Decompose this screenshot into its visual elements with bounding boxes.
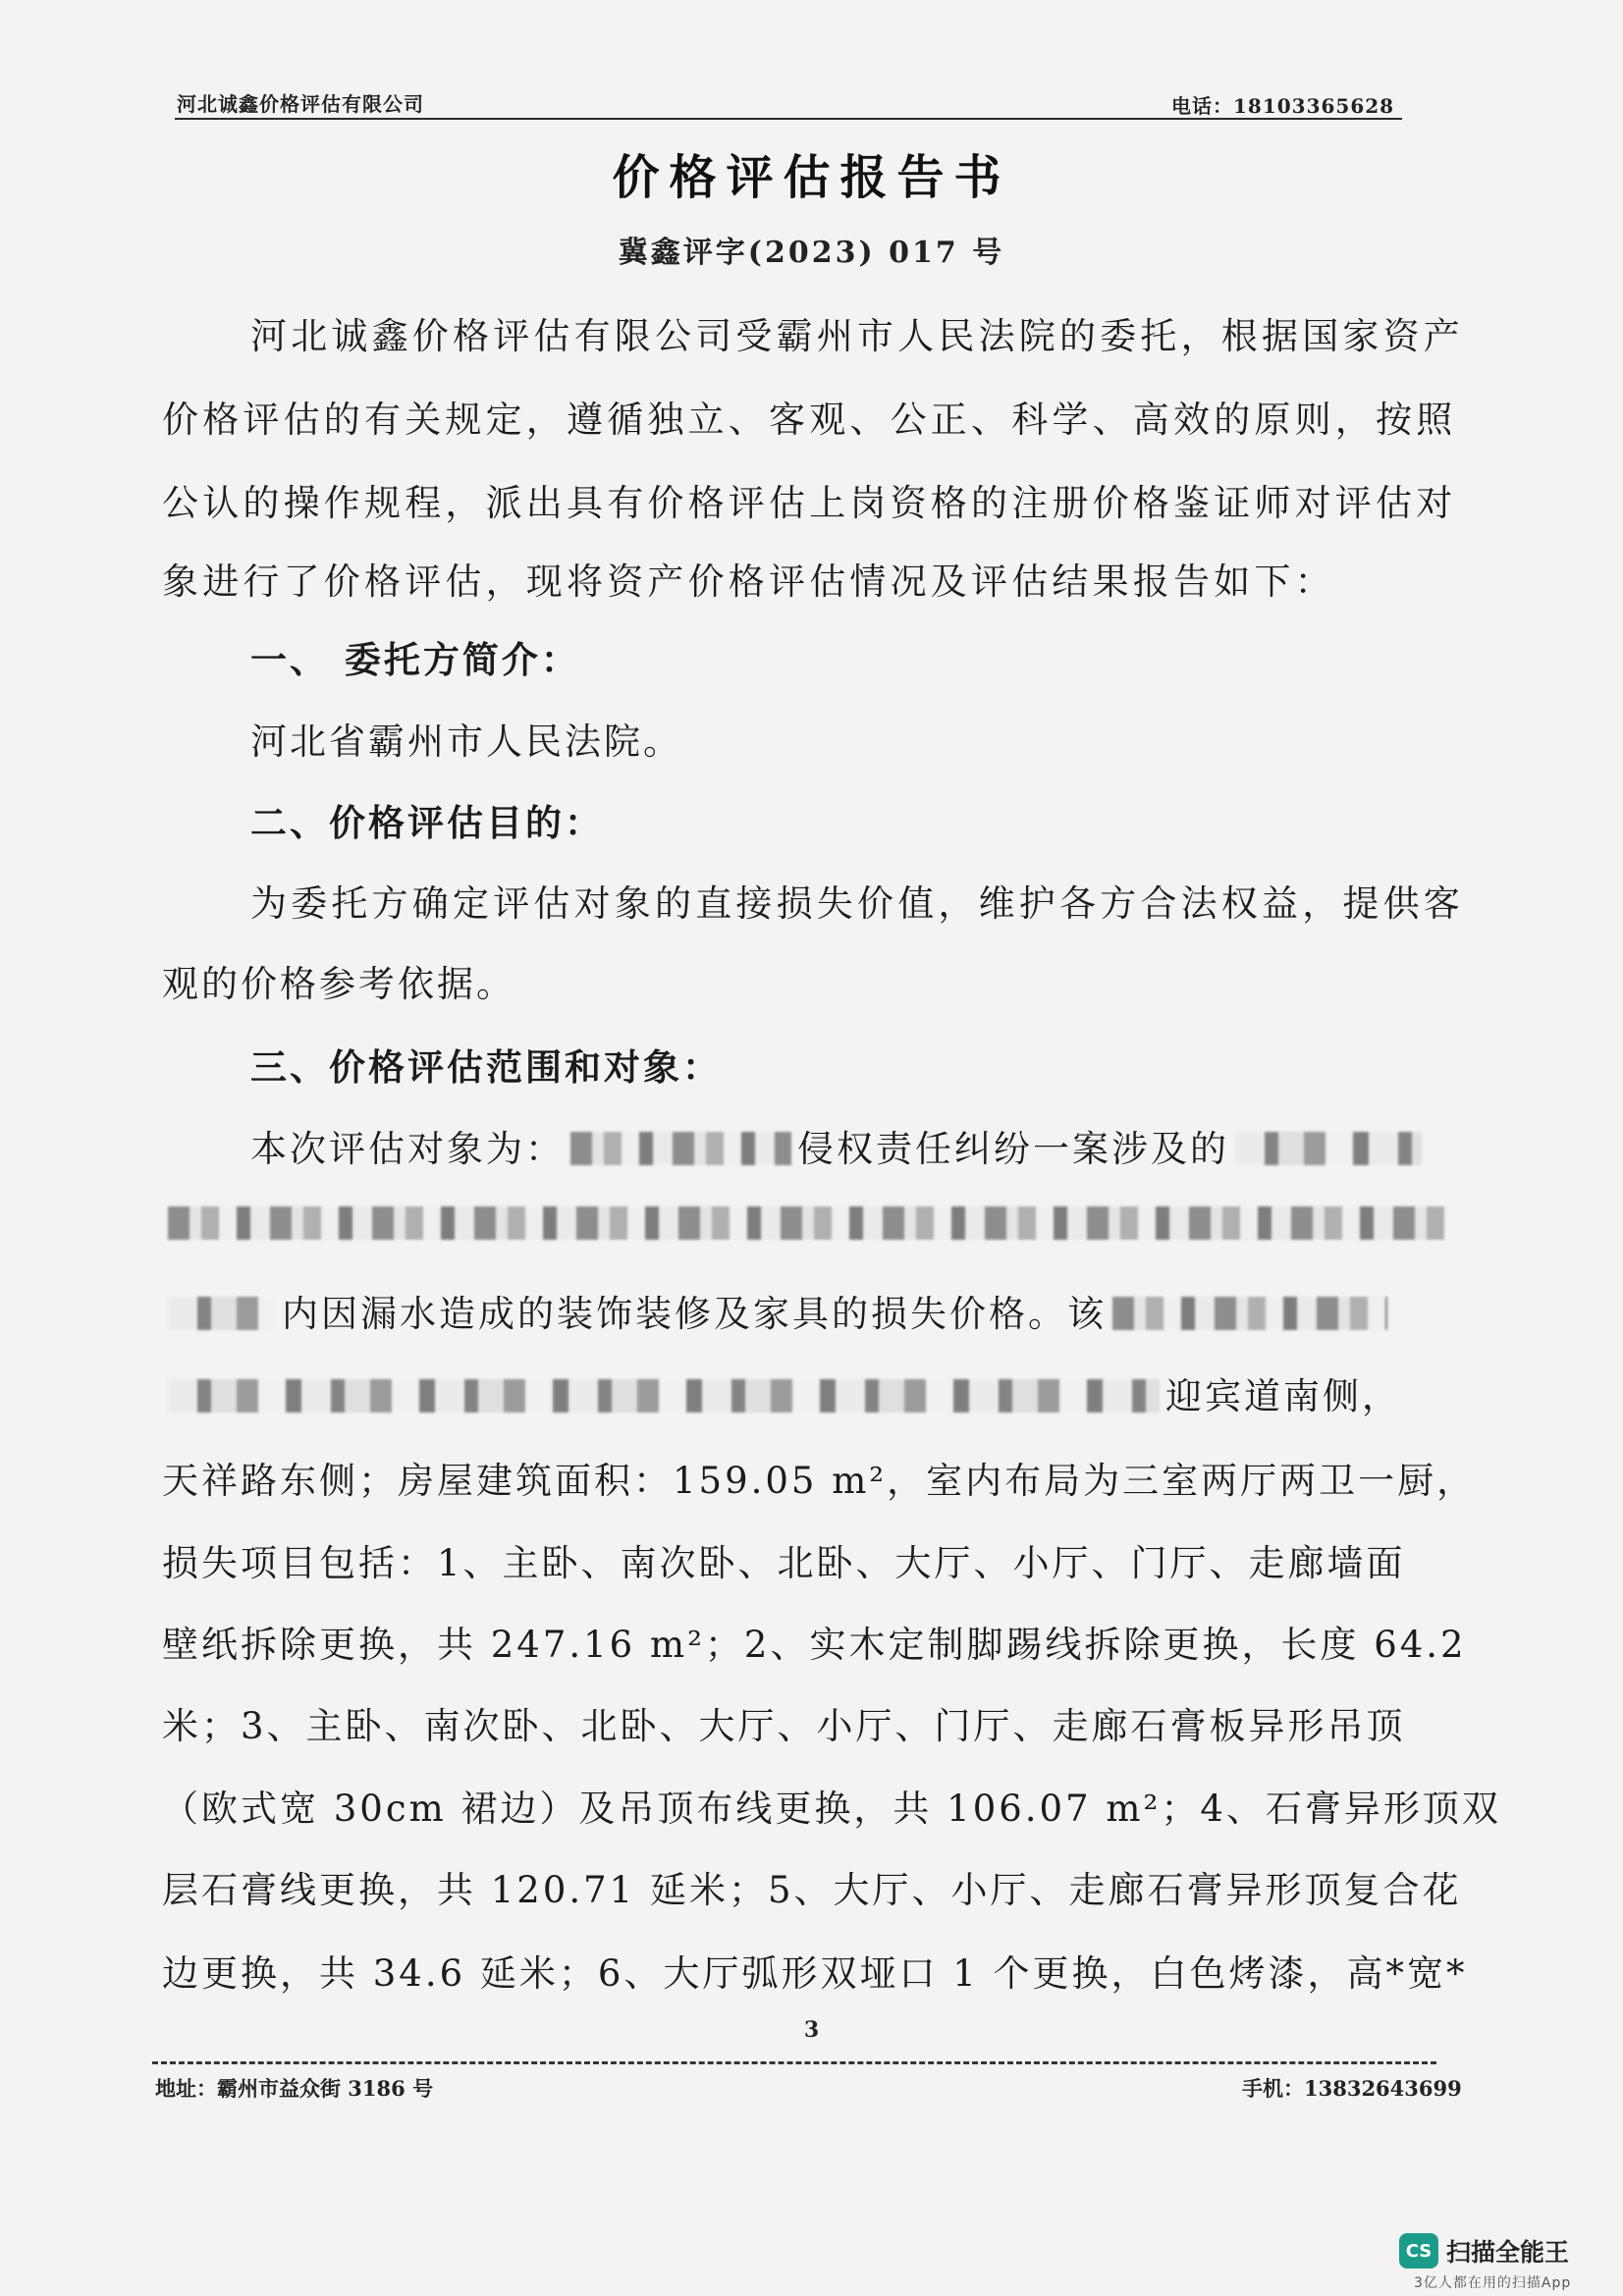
section3-line: （欧式宽 30cm 裙边）及吊顶布线更换，共 106.07 m²；4、石膏异形顶双 xyxy=(162,1788,1501,1830)
redacted-block xyxy=(168,1297,276,1330)
report-title: 价格评估报告书 xyxy=(612,150,1011,205)
header-company: 河北诚鑫价格评估有限公司 xyxy=(177,92,424,116)
section3-line: 米；3、主卧、南次卧、北卧、大厅、小厅、门厅、走廊石膏板异形吊顶 xyxy=(162,1705,1406,1747)
page-number: 3 xyxy=(803,2017,820,2043)
section3-line-3 xyxy=(162,1284,1393,1337)
location-text: 迎宾道南侧， xyxy=(1165,1375,1401,1417)
watermark-name: 扫描全能王 xyxy=(1446,2238,1570,2267)
intro-line: 河北诚鑫价格评估有限公司受霸州市人民法院的委托，根据国家资产 xyxy=(250,315,1464,357)
object-intro-text: 本次评估对象为： xyxy=(250,1128,565,1170)
section2-heading: 二、价格评估目的： xyxy=(250,801,604,844)
header-phone: 电话：18103365628 xyxy=(1171,94,1395,118)
section3-line: 壁纸拆除更换，共 247.16 m²；2、实木定制脚踢线拆除更换，长度 64.2 xyxy=(162,1624,1467,1666)
section3-line-2 xyxy=(162,1202,1450,1245)
section3-line-1 xyxy=(250,1119,1428,1172)
section2-line: 为委托方确定评估对象的直接损失价值，维护各方合法权益，提供客 xyxy=(250,882,1464,925)
redacted-block xyxy=(1112,1297,1387,1330)
watermark-tagline: 3亿人都在用的扫描App xyxy=(1414,2275,1572,2291)
intro-line: 象进行了价格评估，现将资产价格评估情况及评估结果报告如下： xyxy=(162,561,1335,603)
section3-line: 损失项目包括：1、主卧、南次卧、北卧、大厅、小厅、门厅、走廊墙面 xyxy=(162,1542,1406,1584)
leak-text: 内因漏水造成的装饰装修及家具的损失价格。该 xyxy=(282,1293,1107,1335)
section3-line: 天祥路东侧；房屋建筑面积：159.05 m²，室内布局为三室两厅两卫一厨， xyxy=(162,1460,1477,1502)
redacted-block xyxy=(1235,1132,1422,1165)
section1-text: 河北省霸州市人民法院。 xyxy=(250,721,682,763)
doc-number: 冀鑫评字(2023) 017 号 xyxy=(618,236,1005,270)
section3-line: 层石膏线更换，共 120.71 延米；5、大厅、小厅、走廊石膏异形顶复合花 xyxy=(162,1869,1462,1911)
section3-line: 边更换，共 34.6 延米；6、大厅弧形双垭口 1 个更换，白色烤漆，高*宽* xyxy=(162,1952,1468,1995)
redacted-block xyxy=(168,1379,1160,1413)
scanner-watermark xyxy=(1399,2233,1569,2269)
case-text: 侵权责任纠纷一案涉及的 xyxy=(797,1128,1229,1170)
section2-line: 观的价格参考依据。 xyxy=(162,963,515,1005)
intro-line: 价格评估的有关规定，遵循独立、客观、公正、科学、高效的原则，按照 xyxy=(162,399,1457,441)
footer-mobile: 手机：13832643699 xyxy=(1242,2076,1462,2101)
section3-heading: 三、价格评估范围和对象： xyxy=(250,1045,722,1089)
camscanner-logo-icon: CS xyxy=(1399,2233,1438,2269)
header-rule xyxy=(175,118,1402,120)
intro-line: 公认的操作规程，派出具有价格评估上岗资格的注册价格鉴证师对评估对 xyxy=(162,482,1457,524)
footer-address: 地址：霸州市益众街 3186 号 xyxy=(155,2076,434,2101)
section3-line-4 xyxy=(162,1366,1401,1419)
redacted-block xyxy=(570,1132,791,1165)
footer-rule xyxy=(152,2061,1436,2064)
redacted-block xyxy=(168,1206,1444,1240)
section1-heading: 一、 委托方简介： xyxy=(250,638,580,681)
